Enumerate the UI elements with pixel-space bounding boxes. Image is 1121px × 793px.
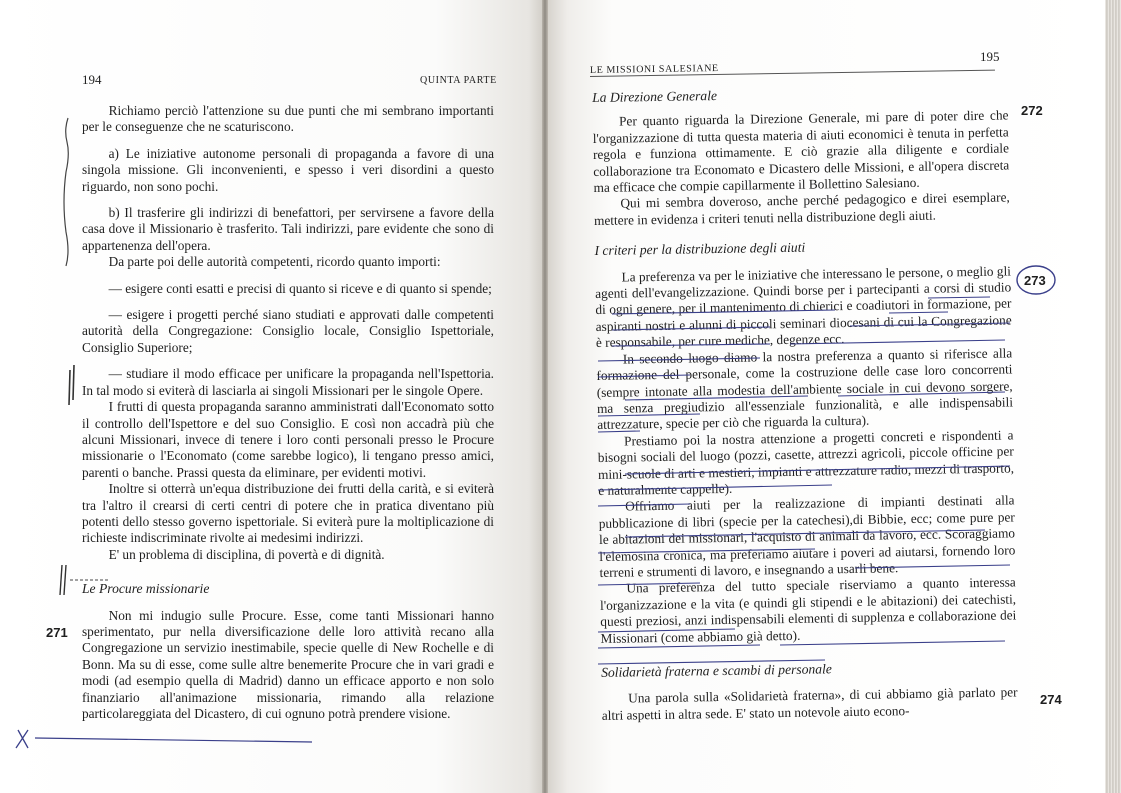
paragraph: E' un problema di disciplina, di povertà e di dignità.	[108, 546, 385, 562]
paragraph: Qui mi sembra doveroso, anche perché pedagogico e direi esemplare, mettere in evidenza i criteri tenuti nella distribuzione degli aiuti.	[593, 189, 1010, 228]
section-heading: I criteri per la distribuzione degli aiuti	[594, 239, 806, 259]
section-number-circled: 273	[1024, 273, 1046, 288]
paragraph: La preferenza va per le iniziative che interessano le persone, o meglio gli agenti dell'evangelizzazione. Quindi borse per i partecipanti a corsi di studio di ogni genere, per il mantenimento di chierici e coadiutori in formazione, per aspiranti nostri e alunni di piccoli seminari diocesani di cui la Congregazione è responsabile, per cure mediche, degenze ecc.	[595, 263, 1012, 351]
left-running-head: QUINTA PARTE	[420, 75, 497, 86]
section-heading: La Direzione Generale	[592, 88, 718, 105]
paragraph: Inoltre si otterrà un'equa distribuzione dei frutti della carità, e si eviterà tra l'altro il crearsi di certi centri di potere che in pratica diventano più potenti dello stesso governo ispettoriale. Si eviterà pure la moltiplicazione di richieste indiscriminate rivolte ai medesimi indirizzi.	[82, 481, 494, 546]
paragraph: Da parte poi delle autorità competenti, ricordo quanto importi:	[108, 254, 441, 270]
paragraph: Una parola sulla «Solidarietà fraterna», di cui abbiamo già parlato per altri aspetti in altra sede. E' stato un notevole aiuto econo-	[601, 684, 1018, 723]
paragraph: Per quanto riguarda la Direzione Generale, mi pare di poter dire che l'organizzazione di tutta questa materia di aiuti economici è tenuta in perfetta regola e funziona ottimamente. E ciò grazie alla diligente e cordiale collaborazione tra Economato e Dicastero delle Missioni, e all'opera discreta ma efficace che compie capillarmente il Bollettino Salesiano.	[592, 107, 1010, 196]
right-running-head: LE MISSIONI SALESIANE	[589, 62, 719, 77]
paragraph: — studiare il modo efficace per unificare la propaganda nell'Ispettoria. In tal modo si eviterà di lasciarla ai singoli Missionari per le singole Opere.	[82, 366, 494, 398]
paragraph: Una preferenza del tutto speciale riserviamo a quanto interessa l'organizzazione e la vita (e quindi gli stipendi e le abitazioni) dei catechisti, questi preziosi, anzi indispensabili elementi di supplenza e collaborazione dei Missionari (come abbiamo già detto).	[599, 574, 1017, 646]
section-heading: Solidarietà fraterna e scambi di personale	[601, 661, 832, 680]
paragraph: I frutti di questa propaganda saranno amministrati dall'Economato sotto il controllo dell'Ispettore e del suo Consiglio. E così non accadrà più che alcuni Missionari, invece di tenere i loro conti personali presso le Procure missionarie o l'Economato (come sarebbe logico), li tengano presso amici, parenti o banche. Prassi questa da eliminare, per evidenti motivi.	[82, 399, 494, 480]
paragraph: In secondo luogo diamo la nostra preferenza a quanto si riferisce alla formazione del personale, come la costruzione delle case loro concorrenti (sempre intonate alla modestia dell'ambiente sociale in cui devono sorgere, ma senza pregiudizio all'essenziale funzionalità, e alle indispensabili attrezzature, specie per ciò che riguarda la cultura).	[596, 345, 1014, 433]
paragraph: Non mi indugio sulle Procure. Esse, come tanti Missionari hanno sperimentato, pur nella diversificazione delle loro attività recano alla Congregazione un servizio inestimabile, specie quelle di New Rochelle e di Bonn. Ma su di esse, come sulle altre benemerite Procure che in vari gradi e modi (ad esempio quella di Madrid) danno un efficace apporto e non solo finanziario all'animazione missionaria, rimando alla relazione particolareggiata del Dicastero, di cui ognuno potrà prendere visione.	[82, 607, 494, 721]
paragraph: Offriamo aiuti per la realizzazione di impianti destinati alla pubblicazione di libri (specie per la catechesi),di Bibbie, ecc; come pure per le abitazioni dei missionari, l'acquisto di animali da lavoro, ecc. Scoraggiamo l'elemosina cronica, ma preferiamo aiutare i poveri ad aiutarsi, fornendo loro terreni e strumenti di lavoro, e insegnando a usarli bene.	[598, 492, 1016, 580]
section-heading: Le Procure missionarie	[82, 581, 210, 597]
left-page-number: 194	[82, 72, 102, 87]
section-number: 272	[1021, 103, 1043, 118]
paragraph: a) Le iniziative autonome personali di propaganda a favore di una singola missione. Gli inconvenienti, e spesso i veri disordini a questo riguardo, non sono pochi.	[82, 145, 494, 194]
paragraph: — esigere conti esatti e precisi di quanto si riceve e di quanto si spende;	[108, 280, 492, 296]
right-page-number: 195	[980, 49, 1000, 64]
paragraph: Richiamo perciò l'attenzione su due punti che mi sembrano importanti per le conseguenze che ne scaturiscono.	[82, 103, 494, 135]
book-spine	[542, 0, 548, 793]
left-text-column	[82, 103, 494, 722]
page-edges	[1105, 0, 1121, 793]
section-number: 271	[46, 625, 68, 640]
paragraph: Prestiamo poi la nostra attenzione a progetti concreti e rispondenti a bisogni sociali del luogo (pozzi, casette, attrezzi agricoli, piccole officine per mini-scuole di arti e mestieri, impianti e attrezzature radio, mezzi di trasporto, e naturalmente cappelle).	[597, 427, 1015, 498]
paragraph: — esigere i progetti perché siano studiati e approvati dalle competenti autorità della Congregazione: Consiglio locale, Consiglio Ispettoriale, Consiglio Superiore;	[82, 307, 494, 355]
right-text-column	[592, 83, 1018, 724]
paragraph: b) Il trasferire gli indirizzi di benefattori, per servirsene a favore della casa dove il Missionario è trasferito. Tali indirizzi, pare evidente che sono di appartenenza dell'opera.	[82, 205, 494, 253]
section-number: 274	[1040, 692, 1062, 707]
